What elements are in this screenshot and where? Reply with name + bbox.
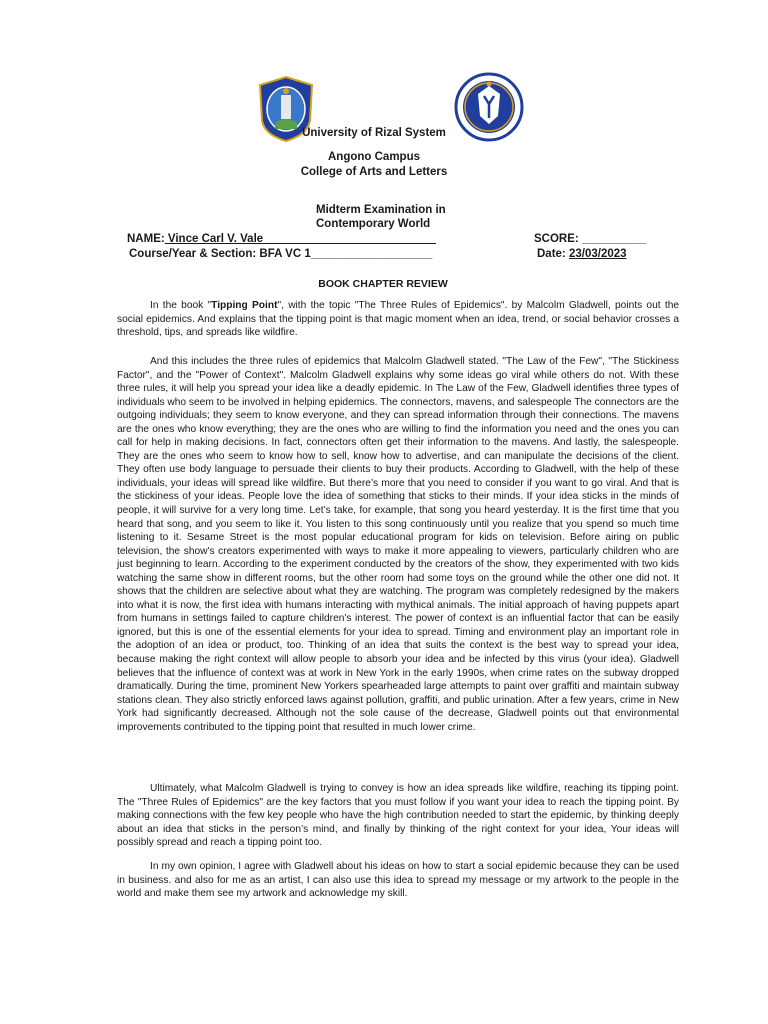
- date-value: 23/03/2023: [568, 248, 627, 260]
- paragraph-2: [117, 355, 679, 734]
- document-title: BOOK CHAPTER REVIEW: [318, 278, 448, 290]
- paragraph-3: [117, 782, 679, 850]
- course-row: [129, 248, 432, 260]
- university-name: University of Rizal System: [302, 127, 446, 139]
- exam-title-line1: Midterm Examination in: [316, 204, 446, 216]
- book-title: Tipping Point: [211, 300, 278, 311]
- name-value: Vince Carl V. Vale___________________________: [164, 233, 436, 245]
- campus-name: Angono Campus: [328, 151, 420, 163]
- p4-text: In my own opinion, I agree with Gladwell about his ideas on how to start a social epidemic because they can be used in business. and also for me as an artist, I can also use this idea to spread my message or my artwork to the people in the world and make them see my artwork and acknowledge my skill.: [117, 861, 679, 900]
- score-blank: __________: [581, 233, 646, 245]
- name-label: NAME:: [127, 233, 165, 245]
- date-label: Date:: [537, 248, 566, 260]
- name-row: [127, 233, 436, 245]
- p1-text-c: ", with the topic "The Three Rules of Epidemics". by Malcolm Gladwell, points out the social epidemics. And explains that the tipping point is that magic moment when an idea, trend, or social behavior crosses a threshold, tips, and spreads like wildfire.: [117, 300, 680, 339]
- p1-text-a: In the book ": [150, 300, 212, 311]
- p2-text: And this includes the three rules of epidemics that Malcolm Gladwell stated. "The Law of the Few", "The Stickiness Factor", and the "Power of Context". Malcolm Gladwell explains why some ideas go viral while others do not. With these three rules, it will help you spread your idea like a deadly epidemic. In The Law of the Few, Gladwell identifies three types of individuals who seem to be involved in helping epidemics. The connectors, mavens, and salespeople The connectors are the outgoing individuals; they seem to know everyone, and they can spread information through their connections. The mavens are the ones who know everything; they are the ones who are willing to find the information you need and the ones you can call for help in making decisions. In fact, connectors often get their information to the mavens. And lastly, the salespeople. They are the ones who seem to know how to sell, know how to advertise, and can manipulate the decisions of the client. They often use body language to persuade their clients to buy their products. According to Gladwell, with the help of these individuals, your ideas will spread like wildfire. But there’s more that you need to consider if you want to go viral. And that is the stickiness of your ideas. People love the idea of something that sticks to their minds. If your idea sticks in the minds of people, it will survive for a very long time. Let’s take, for example, that song you heard yesterday. It is the first time that you heard that song, and you seem to like it. You listen to this song continuously until you realize that you spend so much time listening to it. Sesame Street is the most popular educational program for kids on television. Before airing on public television, the show's creators experimented with ways to make it more appealing to viewers, particularly children who are just beginning to learn. According to the experiment conducted by the creators of the show, they experimented with two kids watching the same show in different rooms, but the other room had some toys on the ground while the other one did not. It shows that the children are selective about what they are watching. The program was completely redesigned by the makers into what it is now, the first idea with humans interacting with mythical animals. The initial approach of having puppets apart from humans in settings failed to capture children's interest. The power of context is an influential factor that can be easily ignored, but this is one of the essential elements for your idea to spread. Timing and environment play an important role in the adoption of an idea or product, too. Thinking of an idea that suits the context is the best way to spread your idea, because making the right context will allow people to absorb your idea and be infected by this virus (your idea). Gladwell believes that the influence of context was at work in New York in the early 1990s, when crime rates on the subway dropped dramatically. During the time, prominent New Yorkers spearheaded large attempts to paint over graffiti and maintain subway stations clean. They also strictly enforced laws against pollution, graffiti, and public urination. After a few years, crime in New York had significantly decreased. Although not the sole cause of the decrease, Gladwell points out that environmental improvements contributed to the tipping point that resulted in much lower crime.: [117, 356, 679, 733]
- date-row: [537, 248, 627, 260]
- course-value: BFA VC 1___________________: [256, 248, 433, 260]
- paragraph-4: [117, 860, 679, 901]
- p3-text: Ultimately, what Malcolm Gladwell is trying to convey is how an idea spreads like wildfire, reaching its tipping point. The "Three Rules of Epidemics" are the key factors that you must follow if you want your idea to reach the tipping point. By making connections with the few key people who have the high contribution needed to start the epidemic, by thinking deeply about an idea that sticks in the person’s mind, and finally by thinking of the right context for your idea, Your ideas will possibly spread and reach a tipping point too.: [117, 783, 679, 849]
- college-name: College of Arts and Letters: [300, 166, 448, 178]
- score-label: SCORE:: [534, 233, 579, 245]
- score-row: [534, 233, 646, 245]
- exam-title-line2: Contemporary World: [316, 218, 431, 230]
- paragraph-1: [117, 299, 679, 340]
- course-label: Course/Year & Section:: [129, 248, 257, 260]
